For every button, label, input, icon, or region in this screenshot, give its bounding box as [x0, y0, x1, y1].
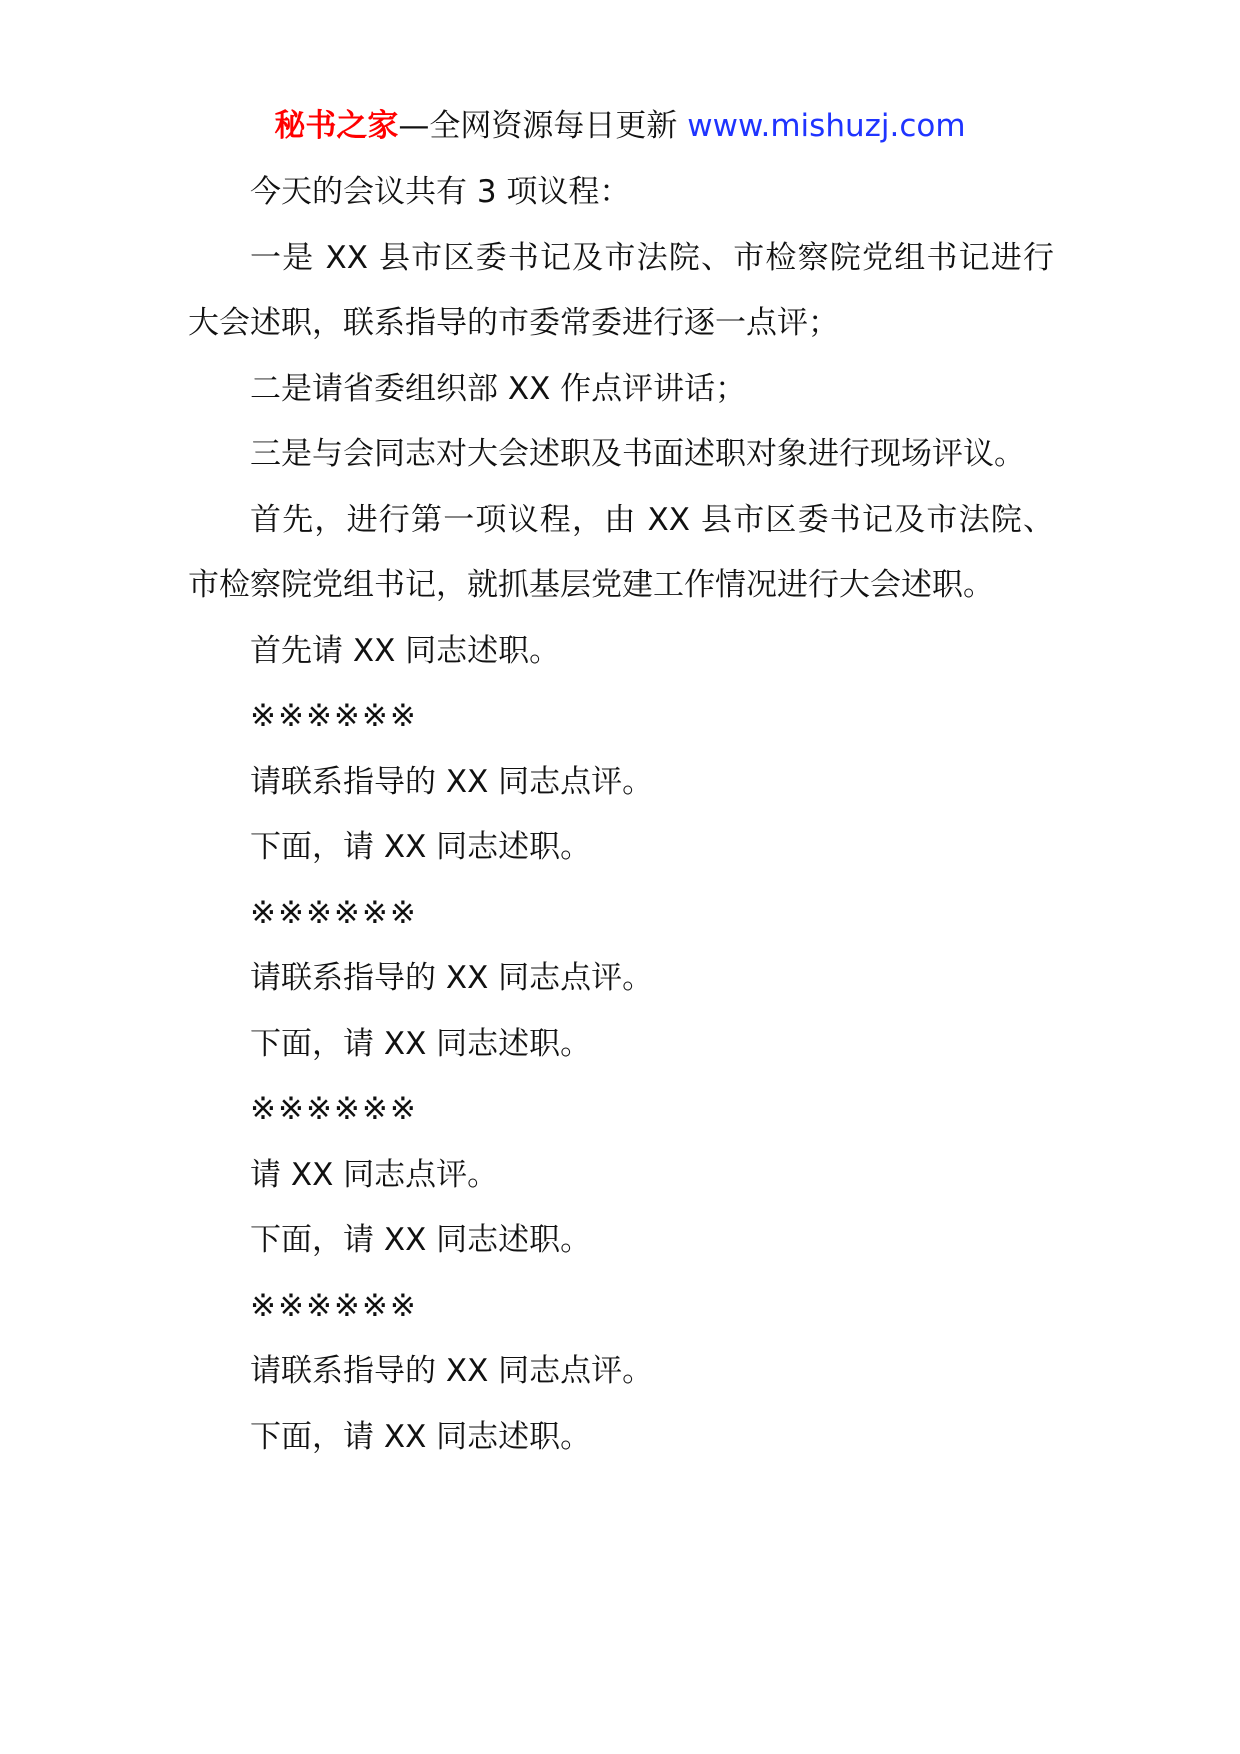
agenda-intro: 今天的会议共有 3 项议程：	[250, 174, 631, 210]
header-tagline: —全网资源每日更新	[398, 108, 678, 144]
first-agenda-paragraph: 首先，进行第一项议程，由 XX 县市区委书记及市法院、市检察院党组书记，就抓基层党建工作情况进行大会述职。	[188, 501, 1054, 603]
document-body	[188, 160, 1054, 1470]
agenda-item-one: 一是 XX 县市区委书记及市法院、市检察院党组书记进行大会述职，联系指导的市委常委进行逐一点评；	[188, 239, 1054, 341]
comment-request: 请联系指导的 XX 同志点评。	[250, 1353, 654, 1389]
speaker-call: 下面，请 XX 同志述职。	[250, 1025, 592, 1062]
speaker-call: 下面，请 XX 同志述职。	[250, 1222, 592, 1258]
comment-request: 请联系指导的 XX 同志点评。	[250, 763, 654, 800]
speaker-call: 首先请 XX 同志述职。	[250, 632, 561, 669]
speaker-call: 下面，请 XX 同志述职。	[250, 1418, 592, 1455]
placeholder-marks: ※※※※※※	[250, 698, 418, 734]
comment-request: 请联系指导的 XX 同志点评。	[250, 960, 654, 996]
document-header	[0, 98, 1240, 154]
speaker-call: 下面，请 XX 同志述职。	[250, 829, 592, 865]
brand-name: 秘书之家	[274, 108, 399, 144]
website-link[interactable]: www.mishuzj.com	[687, 108, 966, 144]
comment-request: 请 XX 同志点评。	[250, 1156, 499, 1193]
placeholder-marks: ※※※※※※	[250, 894, 418, 931]
agenda-item-two: 二是请省委组织部 XX 作点评讲话；	[250, 370, 747, 407]
placeholder-marks: ※※※※※※	[250, 1287, 418, 1324]
placeholder-marks: ※※※※※※	[250, 1091, 418, 1127]
agenda-item-three: 三是与会同志对大会述职及书面述职对象进行现场评议。	[250, 436, 1025, 472]
